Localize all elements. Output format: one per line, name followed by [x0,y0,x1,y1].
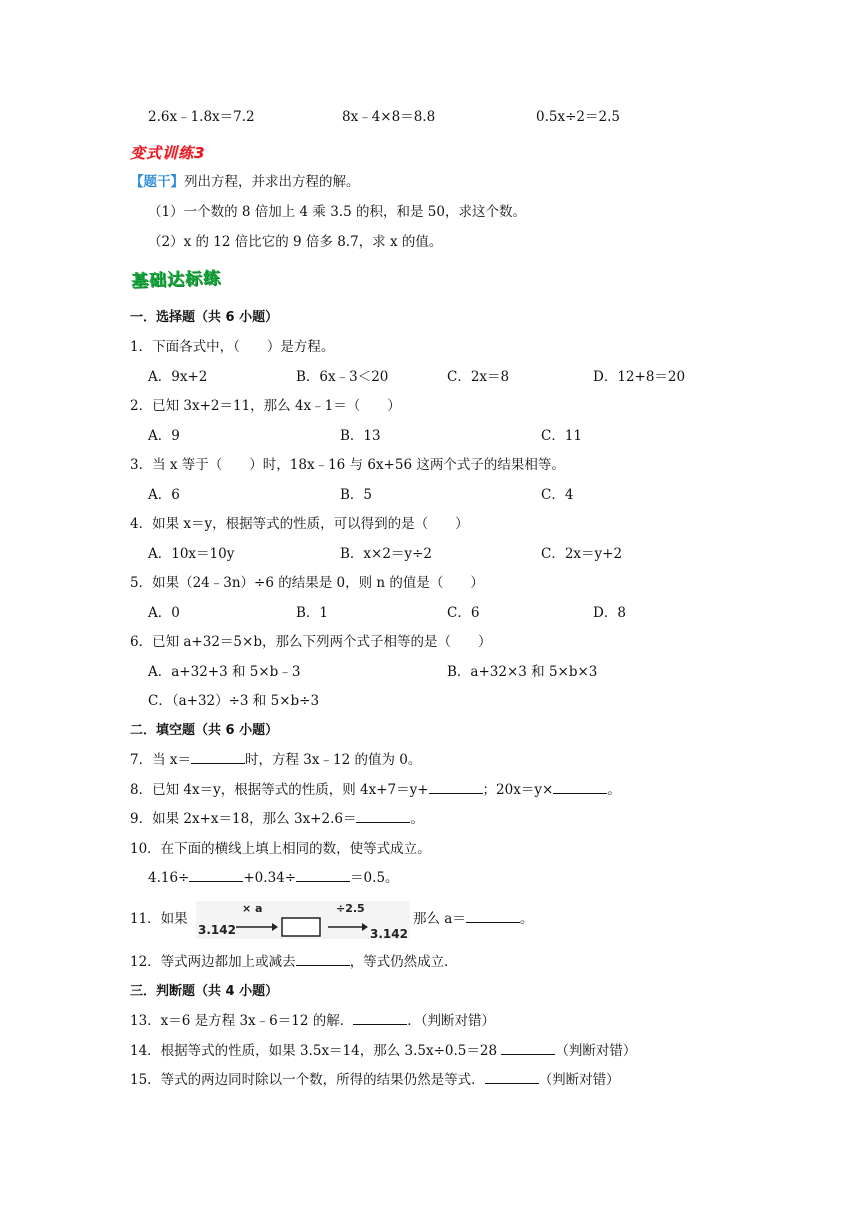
q4-option-c: C．2x＝y+2 [541,546,623,562]
q4-stem: 4．如果 x＝y，根据等式的性质，可以得到的是（ ） [130,516,469,532]
q12 [130,953,458,971]
q1-option-a: A．9x+2 [148,369,208,385]
q11-op1: × a [242,902,263,915]
q15-blank[interactable] [485,1071,539,1084]
stem-text: 列出方程，并求出方程的解。 [184,174,360,190]
q10-blank-2[interactable] [296,869,350,882]
equation-1: 2.6x﹣1.8x＝7.2 [148,109,255,125]
q11-post-end: 。 [519,911,534,927]
q2-stem: 2．已知 3x+2＝11，那么 4x﹣1＝（ ） [130,398,401,414]
q1-stem: 1．下面各式中，（ ）是方程。 [130,339,335,355]
q10-stem: 10．在下面的横线上填上相同的数，使等式成立。 [130,841,431,857]
q11-pre: 11．如果 [130,911,188,927]
q3-option-a: A．6 [148,487,180,503]
equation-2: 8x﹣4×8＝8.8 [342,109,436,125]
q7-post: 时，方程 3x﹣12 的值为 0。 [245,752,422,768]
q13-post: ．（判断对错） [407,1013,495,1029]
q15-pre: 15．等式的两边同时除以一个数，所得的结果仍然是等式． [130,1072,485,1088]
q2-option-c: C．11 [541,428,583,444]
q4-option-b: B．x×2＝y÷2 [340,546,432,562]
q10-equation [148,869,399,887]
variant-item-1: （1）一个数的 8 倍加上 4 乘 3.5 的积，和是 50，求这个数。 [148,204,526,220]
equation-3: 0.5x÷2＝2.5 [536,109,620,125]
q11-blank[interactable] [466,910,520,923]
q7-pre: 7．当 x＝ [130,752,191,768]
q10-blank-1[interactable] [189,869,243,882]
q13 [130,1012,495,1030]
q5-option-a: A．0 [148,605,180,621]
q6-option-b: B．a+32×3 和 5×b×3 [447,664,598,680]
q9-post: 。 [410,811,424,827]
q1-option-b: B．6x﹣3＜20 [296,369,389,385]
q1-option-d: D．12+8＝20 [593,369,686,385]
q14-blank[interactable] [501,1042,555,1055]
q2-option-b: B．13 [340,428,381,444]
q8 [130,781,621,799]
q14 [130,1042,636,1060]
variant-training-heading: 变式训练3 [130,144,206,162]
q15-post: （判断对错） [538,1072,620,1088]
q3-stem: 3．当 x 等于（ ）时，18x﹣16 与 6x+56 这两个式子的结果相等。 [130,457,565,473]
q6-stem: 6．已知 a+32＝5×b，那么下列两个式子相等的是（ ） [130,634,492,650]
q11-answer-box[interactable] [282,918,320,936]
q4-option-a: A．10x＝10y [148,546,235,562]
q15 [130,1071,620,1089]
q8-blank-1[interactable] [429,781,483,794]
q8-post: 。 [607,782,621,798]
q8-mid: ；20x＝y× [482,782,554,798]
stem-tag: 【题干】 [130,174,184,190]
q6-option-c: C．（a+32）÷3 和 5×b÷3 [148,693,320,709]
q8-blank-2[interactable] [553,781,607,794]
section-judge-title: 三．判断题（共 4 小题） [130,984,279,999]
q6-option-a: A．a+32+3 和 5×b﹣3 [148,664,301,680]
q9-pre: 9．如果 2x+x＝18，那么 3x+2.6＝ [130,811,357,827]
q11-start-value: 3.142 [198,923,236,937]
q13-pre: 13．x＝6 是方程 3x﹣6＝12 的解． [130,1013,354,1029]
section-fill-title: 二．填空题（共 6 小题） [130,723,279,738]
q9 [130,810,424,828]
q11-post-pre: 那么 a＝ [413,911,466,927]
q12-post: ，等式仍然成立． [349,954,458,970]
q12-blank[interactable] [296,953,350,966]
q10-post: ＝0.5。 [350,870,399,886]
q10-pre: 4.16÷ [148,870,190,886]
q2-option-a: A．9 [148,428,180,444]
q11-diagram [196,901,410,939]
q10-mid: +0.34÷ [243,870,297,886]
q11-op2: ÷2.5 [336,902,365,915]
q8-pre: 8．已知 4x＝y，根据等式的性质，则 4x+7＝y+ [130,782,429,798]
section-choice-title: 一．选择题（共 6 小题） [130,310,279,325]
q13-blank[interactable] [353,1012,407,1025]
q12-pre: 12．等式两边都加上或减去 [130,954,296,970]
q9-blank[interactable] [356,810,410,823]
q11-end-value: 3.142 [370,927,408,939]
variant-stem [130,173,360,191]
q5-option-c: C．6 [447,605,480,621]
q5-stem: 5．如果（24﹣3n）÷6 的结果是 0，则 n 的值是（ ） [130,575,484,591]
q3-option-c: C．4 [541,487,574,503]
q7 [130,751,421,769]
q14-post: （判断对错） [555,1043,637,1059]
q5-option-b: B．1 [296,605,329,621]
q14-pre: 14．根据等式的性质，如果 3.5x＝14，那么 3.5x÷0.5＝28 [130,1043,502,1059]
q11-post [413,910,533,928]
variant-item-2: （2）x 的 12 倍比它的 9 倍多 8.7，求 x 的值。 [148,234,443,250]
q3-option-b: B．5 [340,487,373,503]
q5-option-d: D．8 [593,605,626,621]
q7-blank[interactable] [191,751,245,764]
basic-practice-heading: 基础达标练 [130,268,222,292]
q1-option-c: C．2x＝8 [447,369,510,385]
